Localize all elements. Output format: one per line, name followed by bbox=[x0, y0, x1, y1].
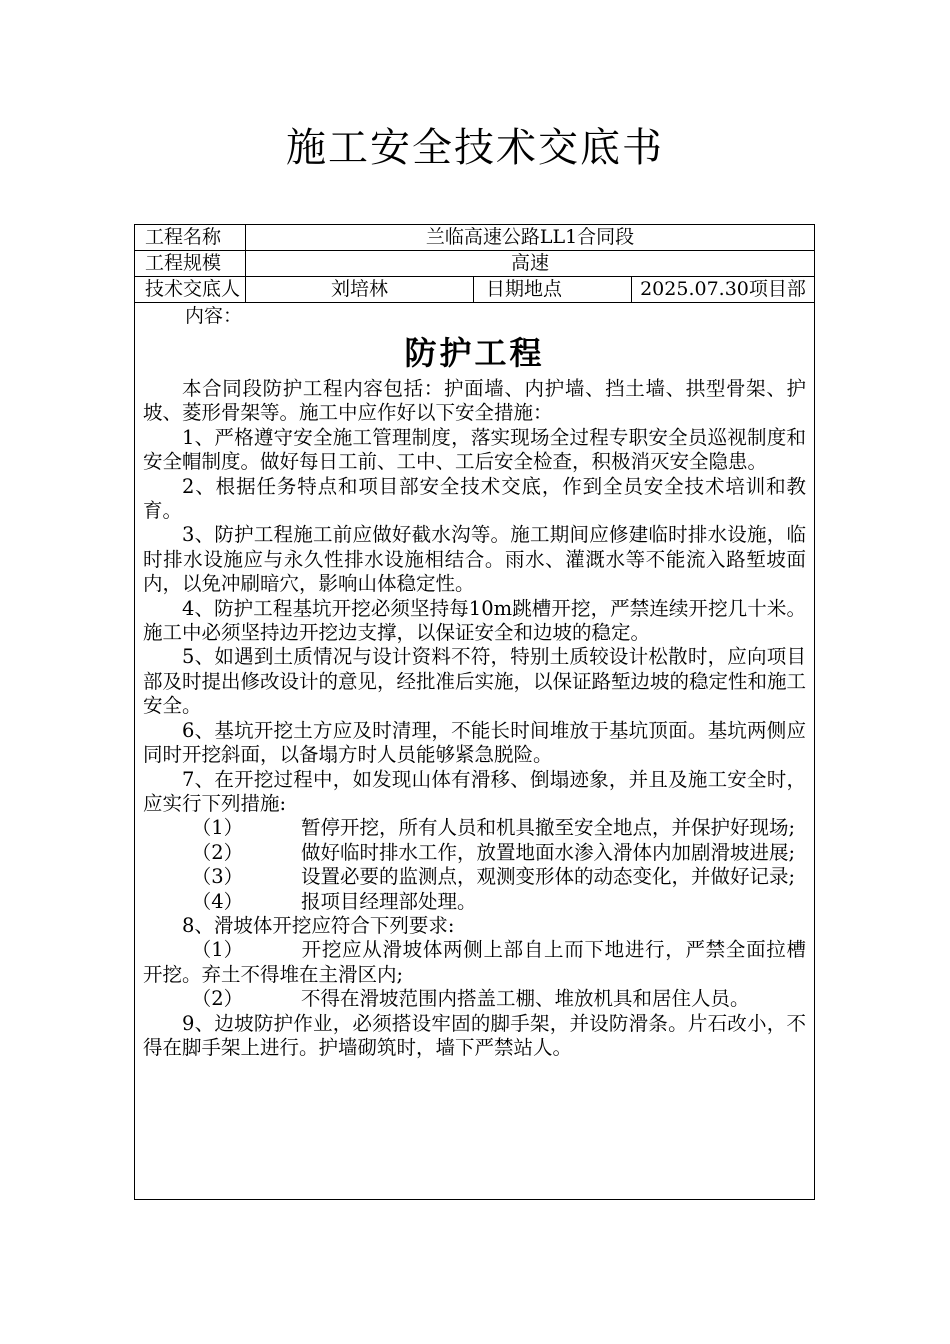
content-label: 内容： bbox=[185, 305, 243, 327]
measure-7: 7、在开挖过程中，如发现山体有滑移、倒塌迹象，并且及施工安全时，应实行下列措施: bbox=[143, 767, 806, 815]
document-title: 施工安全技术交底书 bbox=[286, 125, 664, 171]
measure-4: 4、防护工程基坑开挖必须坚持每10m跳槽开挖，严禁连续开挖几十米。施工中必须坚持边开挖边支撑，以保证安全和边坡的稳定。 bbox=[143, 596, 806, 645]
presenter-value: 刘培林 bbox=[245, 277, 473, 302]
content-area bbox=[135, 303, 814, 1199]
item-text: 开挖应从滑坡体两侧上部自上而下地进行，严禁全面拉槽开挖。弃土不得堆在主滑区内; bbox=[143, 938, 806, 986]
item-text: 暂停开挖，所有人员和机具撤至安全地点，并保护好现场; bbox=[300, 816, 796, 840]
item-number: （2） bbox=[191, 987, 244, 1011]
item-number: （1） bbox=[191, 816, 244, 840]
measure-3: 3、防护工程施工前应做好截水沟等。施工期间应修建临时排水设施，临时排水设施应与永久性排水设施相结合。雨水、灌溉水等不能流入路堑坡面内，以免冲刷暗穴，影响山体稳定性。 bbox=[143, 523, 806, 596]
measure-7-item bbox=[143, 865, 806, 889]
measure-7-item bbox=[143, 816, 806, 840]
item-text: 做好临时排水工作，放置地面水渗入滑体内加剧滑坡进展; bbox=[300, 840, 796, 864]
measure-9: 9、边坡防护作业，必须搭设牢固的脚手架，并设防滑条。片石改小，不得在脚手架上进行。护墙砌筑时，墙下严禁站人。 bbox=[143, 1011, 806, 1059]
item-number: （1） bbox=[191, 938, 244, 962]
project-scale-value: 高速 bbox=[245, 251, 814, 276]
measure-6: 6、基坑开挖土方应及时清理，不能长时间堆放于基坑顶面。基坑两侧应同时开挖斜面，以备塌方时人员能够紧急脱险。 bbox=[143, 718, 806, 767]
measure-7-item bbox=[143, 890, 806, 914]
section-title: 防护工程 bbox=[404, 334, 545, 372]
presenter-row bbox=[135, 277, 814, 303]
project-name-value: 兰临高速公路LL1合同段 bbox=[245, 225, 814, 250]
measure-1: 1、严格遵守安全施工管理制度，落实现场全过程专职安全员巡视制度和安全帽制度。做好每日工前、工中、工后安全检查，积极消灭安全隐患。 bbox=[143, 425, 806, 474]
measure-7-item bbox=[143, 841, 806, 865]
intro-paragraph: 本合同段防护工程内容包括：护面墙、内护墙、挡土墙、拱型骨架、护坡、菱形骨架等。施工中应作好以下安全措施： bbox=[143, 377, 806, 425]
project-scale-row bbox=[135, 251, 814, 277]
date-location-value: 2025.07.30项目部 bbox=[631, 277, 814, 302]
date-location-label: 日期地点 bbox=[473, 277, 631, 302]
item-text: 不得在滑坡范围内搭盖工棚、堆放机具和居住人员。 bbox=[300, 987, 750, 1011]
measure-8: 8、滑坡体开挖应符合下列要求: bbox=[182, 913, 455, 937]
measure-5: 5、如遇到土质情况与设计资料不符，特别土质较设计松散时，应向项目部及时提出修改设计的意见，经批准后实施，以保证路堑边坡的稳定性和施工安全。 bbox=[143, 645, 807, 718]
presenter-label: 技术交底人 bbox=[145, 278, 241, 300]
item-number: （3） bbox=[191, 865, 244, 889]
briefing-table bbox=[134, 224, 815, 1200]
measure-2: 2、根据任务特点和项目部安全技术交底，作到全员安全技术培训和教育。 bbox=[143, 474, 806, 523]
measure-8-item bbox=[143, 938, 806, 987]
item-text: 报项目经理部处理。 bbox=[300, 889, 477, 913]
project-name-row bbox=[135, 225, 814, 251]
content-text bbox=[143, 377, 806, 1060]
item-number: （2） bbox=[191, 840, 244, 864]
project-scale-label: 工程规模 bbox=[145, 252, 222, 274]
measure-8-item bbox=[143, 987, 806, 1011]
project-name-label: 工程名称 bbox=[145, 226, 222, 248]
item-text: 设置必要的监测点，观测变形体的动态变化，并做好记录; bbox=[300, 865, 796, 889]
item-number: （4） bbox=[191, 889, 244, 913]
